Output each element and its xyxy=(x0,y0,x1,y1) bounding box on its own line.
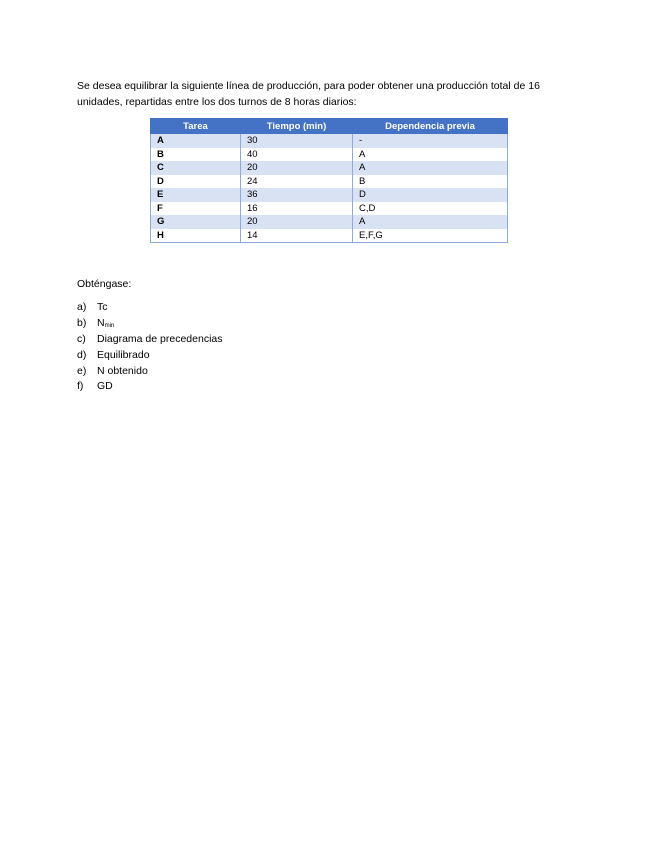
list-item-text: Tc xyxy=(97,301,108,313)
list-item-text: N xyxy=(97,316,105,329)
list-item-text: GD xyxy=(97,380,113,393)
list-item-text: N obtenido xyxy=(97,364,148,377)
cell-dependency: E,F,G xyxy=(353,229,508,243)
cell-task: G xyxy=(151,215,241,229)
cell-dependency: B xyxy=(353,175,508,189)
table-row xyxy=(151,148,508,162)
list-marker: a) xyxy=(77,301,87,313)
cell-task: B xyxy=(151,148,241,162)
cell-time: 14 xyxy=(241,229,353,243)
table-row xyxy=(151,188,508,202)
questions-heading: Obténgase: xyxy=(77,278,132,290)
list-item-text: Diagrama de precedencias xyxy=(97,332,223,345)
tasks-table xyxy=(150,118,508,243)
table-row xyxy=(151,175,508,189)
list-item xyxy=(77,379,223,395)
cell-task: C xyxy=(151,161,241,175)
header-tarea: Tarea xyxy=(151,119,241,134)
cell-dependency: D xyxy=(353,188,508,202)
cell-dependency: - xyxy=(353,134,508,148)
cell-time: 16 xyxy=(241,202,353,216)
list-marker: e) xyxy=(77,364,87,377)
intro-line-2: unidades, repartidas entre los dos turnos de 8 horas diarios: xyxy=(77,95,357,108)
table-row xyxy=(151,215,508,229)
list-marker: d) xyxy=(77,348,87,361)
cell-time: 40 xyxy=(241,148,353,162)
table-row xyxy=(151,161,508,175)
cell-dependency: A xyxy=(353,215,508,229)
list-item xyxy=(77,364,223,380)
cell-time: 24 xyxy=(241,175,353,189)
list-marker: f) xyxy=(77,380,84,393)
cell-task: D xyxy=(151,175,241,189)
list-item xyxy=(77,300,223,316)
cell-time: 36 xyxy=(241,188,353,202)
cell-dependency: A xyxy=(353,148,508,162)
cell-task: E xyxy=(151,188,241,202)
list-item xyxy=(77,316,223,332)
list-marker: c) xyxy=(77,332,86,345)
intro-paragraph xyxy=(77,79,577,110)
list-item xyxy=(77,348,223,364)
table-row xyxy=(151,202,508,216)
cell-time: 20 xyxy=(241,161,353,175)
header-dependencia: Dependencia previa xyxy=(353,119,508,134)
cell-time: 30 xyxy=(241,134,353,148)
cell-task: H xyxy=(151,229,241,243)
list-item-text: Equilibrado xyxy=(97,348,150,361)
header-tiempo: Tiempo (min) xyxy=(241,119,353,134)
list-item xyxy=(77,332,223,348)
table-row xyxy=(151,229,508,243)
list-item-subscript: min xyxy=(104,322,115,329)
cell-task: F xyxy=(151,202,241,216)
table-header-row xyxy=(151,119,508,134)
cell-dependency: A xyxy=(353,161,508,175)
table-row xyxy=(151,134,508,148)
cell-dependency: C,D xyxy=(353,202,508,216)
intro-line-1: Se desea equilibrar la siguiente línea de producción, para poder obtener una producción total de 16 xyxy=(77,80,540,92)
cell-time: 20 xyxy=(241,215,353,229)
list-marker: b) xyxy=(77,316,87,329)
cell-task: A xyxy=(151,134,241,148)
questions-list xyxy=(77,300,223,395)
